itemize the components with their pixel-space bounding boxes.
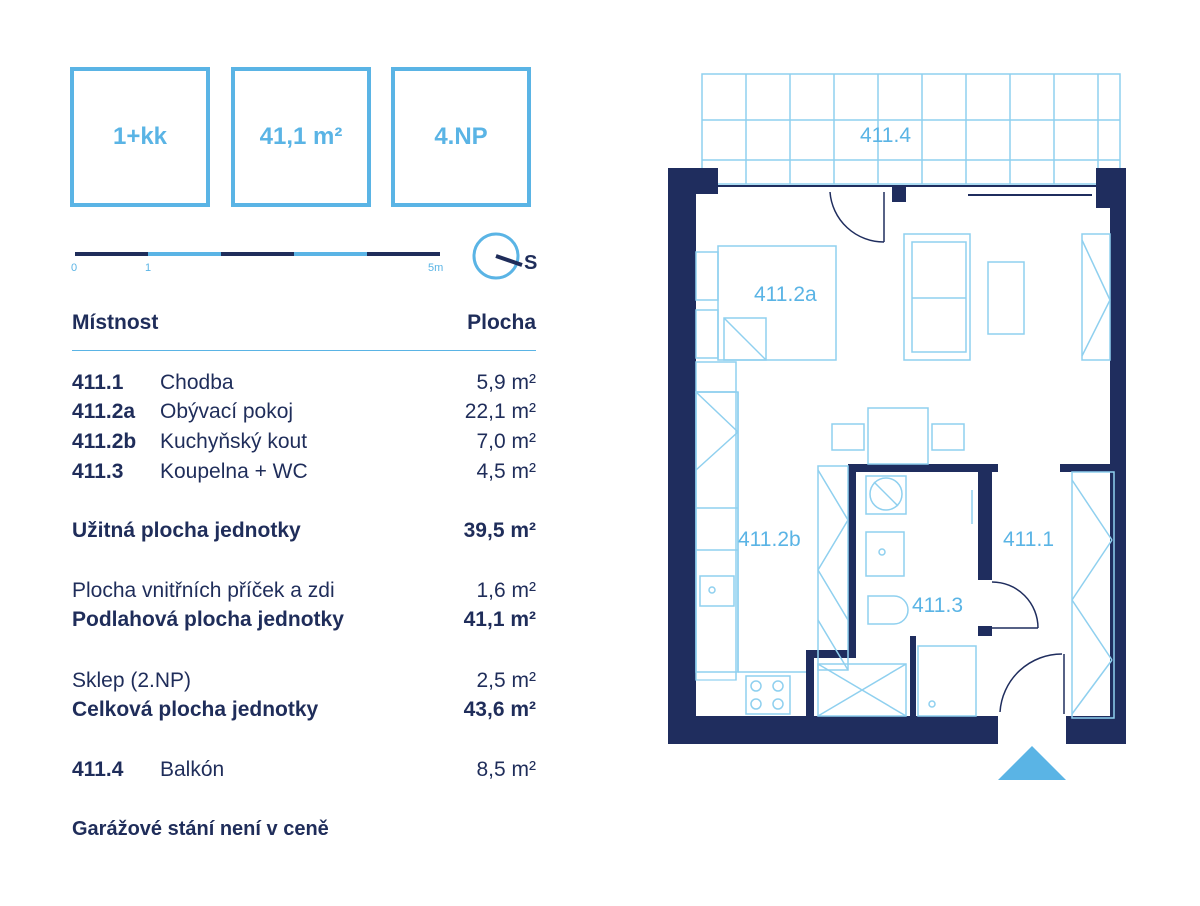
scale-label-1: 1 bbox=[145, 262, 152, 274]
walls-label: Plocha vnitřních příček a zdi bbox=[72, 579, 335, 602]
room-area: 7,0 m² bbox=[476, 430, 536, 453]
entrance-arrow-icon bbox=[998, 746, 1066, 780]
garage-note: Garážové stání není v ceně bbox=[72, 818, 329, 840]
usable-value: 39,5 m² bbox=[463, 519, 536, 542]
scale-label-5m: 5m bbox=[428, 262, 444, 274]
total-value: 43,6 m² bbox=[463, 698, 536, 721]
balcony-tiles bbox=[702, 74, 1120, 184]
room-label-411-2a: 411.2a bbox=[754, 283, 817, 306]
header-area: Plocha bbox=[467, 311, 536, 334]
layout-value: 1+kk bbox=[112, 123, 168, 150]
room-label-411-4: 411.4 bbox=[860, 124, 911, 147]
room-label-411-2b: 411.2b bbox=[738, 528, 801, 551]
cellar-value: 2,5 m² bbox=[476, 669, 536, 692]
header-room: Místnost bbox=[72, 311, 159, 334]
walls-value: 1,6 m² bbox=[476, 579, 536, 602]
doors bbox=[830, 192, 1064, 714]
floor-area-label: Podlahová plocha jednotky bbox=[72, 608, 344, 631]
scale-label-0: 0 bbox=[71, 262, 78, 274]
room-name: Koupelna + WC bbox=[160, 460, 308, 483]
room-code: 411.1 bbox=[72, 371, 124, 394]
room-area: 4,5 m² bbox=[476, 460, 536, 483]
balcony-code: 411.4 bbox=[72, 758, 124, 781]
balcony-value: 8,5 m² bbox=[476, 758, 536, 781]
room-code: 411.2b bbox=[72, 430, 137, 453]
area-value: 41,1 m² bbox=[259, 123, 343, 150]
room-label-411-3: 411.3 bbox=[912, 594, 963, 617]
balcony-name: Balkón bbox=[160, 758, 225, 781]
room-name: Obývací pokoj bbox=[160, 400, 294, 423]
room-code: 411.3 bbox=[72, 460, 124, 483]
room-code: 411.2a bbox=[72, 400, 136, 423]
compass-letter: S bbox=[524, 252, 538, 274]
total-label: Celková plocha jednotky bbox=[72, 698, 319, 721]
floor-value: 4.NP bbox=[434, 123, 488, 150]
room-label-411-1: 411.1 bbox=[1003, 528, 1054, 551]
room-name: Chodba bbox=[160, 371, 234, 394]
room-area: 5,9 m² bbox=[476, 371, 536, 394]
cellar-label: Sklep (2.NP) bbox=[72, 669, 192, 692]
room-name: Kuchyňský kout bbox=[160, 430, 308, 453]
usable-label: Užitná plocha jednotky bbox=[72, 519, 301, 542]
floor-area-value: 41,1 m² bbox=[463, 608, 536, 631]
room-area: 22,1 m² bbox=[464, 400, 536, 423]
